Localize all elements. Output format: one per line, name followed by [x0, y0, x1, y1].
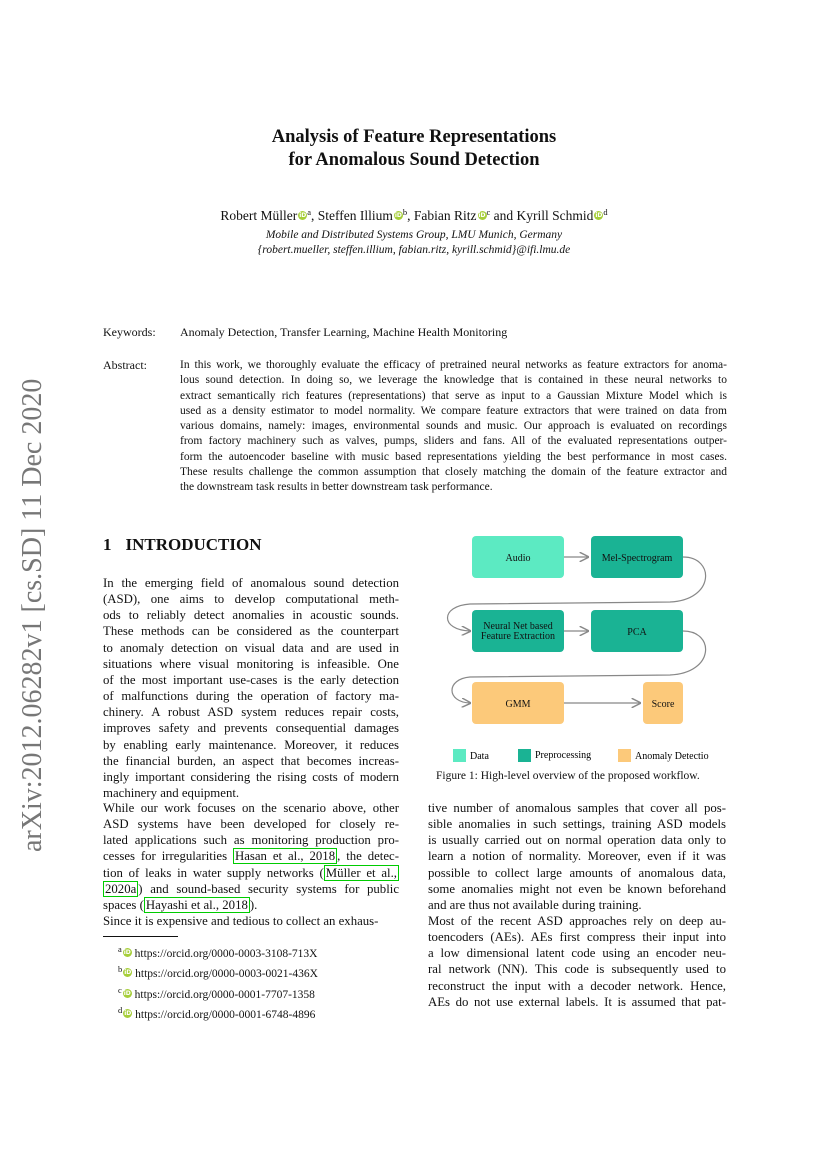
text-line: ASD systems have been developed for closely re-: [103, 817, 399, 832]
text-line: learn a notion of normality. Moreover, even if it was: [428, 849, 726, 864]
node-label: GMM: [505, 699, 531, 710]
text-line: lated applications such as monitoring production pro-: [103, 833, 399, 848]
title-line-2: for Anomalous Sound Detection: [288, 150, 540, 170]
text-line: tion of leaks in water supply networks ( Müller et al.,: [103, 865, 397, 880]
text-line: improves safety and prevents consequential damages: [103, 721, 399, 736]
text-line: of malfunctions during the operation of factory ma-: [103, 689, 399, 704]
citation-link[interactable]: 2020a: [105, 881, 137, 896]
author-name: Kyrill Schmid: [516, 208, 594, 223]
text-line: the financial burden, an aspect that becomes increas-: [103, 753, 399, 768]
text-line: 2020a ) and sound-based security systems for public: [105, 881, 399, 896]
text-line: spaces ( Hayashi et al., 2018 ).: [103, 897, 258, 912]
text-line: some anomalies might not even be known beforehand: [428, 881, 726, 896]
abstract-line: In this work, we thoroughly evaluate the efficacy of pretrained neural networks as feature extractors for anoma-: [180, 359, 727, 371]
citation-link[interactable]: Müller et al.,: [325, 865, 397, 880]
author-name: Fabian Ritz: [413, 208, 477, 223]
orcid-link[interactable]: https://orcid.org/0000-0003-0021-436X: [135, 968, 318, 981]
text-line: a low dimensional latent code using an encoder neu-: [428, 946, 726, 961]
legend-swatch-preprocessing: [518, 749, 531, 762]
node-label: Neural Net based: [483, 621, 553, 632]
legend-label-anomaly: Anomaly Detectio: [635, 751, 709, 762]
footnote: $^b$ iD https://orcid.org/0000-0003-0021-436X: [118, 964, 318, 981]
abstract-line: the downstream task results in better downstream task performance.: [180, 481, 493, 494]
right-paragraph-1: [428, 800, 726, 913]
node-label: Score: [651, 699, 675, 710]
orcid-icon[interactable]: iD: [595, 212, 603, 219]
text-line: tive number of anomalous samples that cover all pos-: [428, 801, 726, 815]
orcid-icon[interactable]: iD: [299, 212, 307, 219]
orcid-icon: iD: [124, 1009, 132, 1017]
paper-title: [0, 126, 828, 172]
footnote: $^a$ iD https://orcid.org/0000-0003-3108-713X: [118, 944, 318, 960]
text-line: reconstruct the input with a decoder network. Hence,: [428, 978, 726, 993]
node-label: PCA: [627, 627, 647, 638]
footnote-rule: [103, 936, 178, 937]
footnote: $^c$ iD https://orcid.org/0000-0001-7707-1358: [118, 984, 315, 1001]
text-line: Since it is expensive and tedious to collect an exhaus-: [103, 914, 379, 929]
text-line: ral network (NN). This code is subsequently used to: [428, 962, 726, 977]
text-line: While our work focuses on the scenario above, other: [103, 801, 399, 815]
orcid-icon: iD: [123, 949, 131, 956]
orcid-icon[interactable]: iD: [478, 212, 486, 219]
text-line: chinery. A robust ASD system reduces repair costs,: [103, 705, 399, 720]
node-label: Audio: [505, 553, 531, 564]
section-title: INTRODUCTION: [125, 535, 262, 554]
author-mark: a: [307, 207, 311, 217]
legend-label-data: Data: [470, 751, 489, 762]
text-line: These methods can be considered as the counterpart: [103, 624, 399, 639]
author-mark: d: [603, 207, 608, 217]
keywords: Anomaly Detection, Transfer Learning, Machine Health Monitoring: [180, 325, 508, 339]
text-line: AEs do not use external labels. It is assumed that pat-: [428, 994, 726, 1009]
author-name: Steffen Illium: [317, 208, 393, 223]
text-line: ingly important considering the rising costs of modern: [103, 769, 399, 784]
text-line: and are thus not available during training.: [428, 897, 642, 912]
text-line: ods to reliably detect anomalies in acoustic sounds.: [103, 608, 399, 623]
orcid-link[interactable]: https://orcid.org/0000-0001-6748-4896: [135, 1008, 316, 1021]
text-line: In the emerging field of anomalous sound detection: [103, 576, 399, 590]
footnotes: [118, 942, 318, 1023]
text-line: sible anomalies in such settings, training ASD models: [428, 817, 726, 832]
orcid-icon: iD: [123, 989, 131, 997]
right-paragraph-2: [428, 913, 726, 1010]
section-number: 1: [103, 535, 112, 554]
node-label: Feature Extraction: [480, 631, 556, 642]
legend-swatch-data: [453, 749, 466, 762]
text-line: Most of the recent ASD approaches rely on deep au-: [428, 914, 726, 928]
intro-paragraph-1: [103, 575, 399, 801]
abstract-line: various domains, namely: images, environmental sounds and music. Our approach is evaluated on recordings: [180, 420, 727, 433]
citation-link[interactable]: Hasan et al., 2018: [234, 849, 336, 864]
node-label: Mel-Spectrogram: [601, 553, 673, 564]
legend-swatch-anomaly: [618, 749, 631, 762]
affiliation: Mobile and Distributed Systems Group, LMU Munich, Germany: [265, 229, 563, 241]
author-mark: c: [486, 207, 491, 217]
abstract-line: form the autoencoder baseline with music based representations yielding the best performance in most cases.: [180, 450, 727, 463]
text-line: by enabling early maintenance. Moreover, it reduces: [103, 737, 399, 752]
orcid-link[interactable]: https://orcid.org/0000-0001-7707-1358: [134, 988, 315, 1001]
citation-link[interactable]: Hayashi et al., 2018: [145, 897, 248, 912]
orcid-icon: iD: [124, 969, 132, 977]
workflow-diagram: [430, 530, 730, 770]
abstract-line: extract semantically rich features (representations) that serve as input to a Gaussian Mixture Model which is: [180, 389, 727, 402]
text-line: (ASD), one aims to develop computational meth-: [103, 592, 399, 607]
text-line: possible to collect large amounts of anomalous data,: [428, 865, 726, 880]
author-list: Robert Müller $iD^a$, Steffen Illium $iD^b$, Fabian Ritz $iD^c$ and Kyrill Schmid $iD^d$: [220, 207, 608, 223]
intro-paragraph-2: [103, 800, 399, 929]
orcid-link[interactable]: https://orcid.org/0000-0003-3108-713X: [134, 948, 318, 960]
abstract-line: from factory machinery such as valves, pumps, sliders and fans. All of the evaluated representations outper-: [180, 435, 727, 448]
legend-label-preprocessing: Preprocessing: [535, 750, 592, 761]
abstract-line: lous sound detection. In doing so, we leverage the knowledge that is contained in these neural networks to: [180, 374, 727, 387]
text-line: machinery and equipment.: [103, 786, 240, 801]
text-line: toencoders (AEs). AEs first compress their input into: [428, 930, 726, 945]
text-line: of the most important use-cases is the early detection: [103, 672, 399, 687]
keywords-label: Keywords:: [103, 325, 156, 339]
footnote: $^d$ iD https://orcid.org/0000-0001-6748-4896: [118, 1004, 316, 1021]
text-line: cesses for irregularities Hasan et al., 2018 , the detec-: [103, 849, 399, 864]
section-heading: [103, 535, 262, 555]
author-name: Robert Müller: [220, 208, 298, 223]
abstract-line: These results challenge the common assumption that closely matching the domain of the feature extractor and: [180, 466, 727, 479]
abstract-line: used as a density estimator to model normality. We compare feature extractors that were trained on data from: [180, 404, 727, 417]
arxiv-stamp: arXiv:2012.06282v1 [cs.SD] 11 Dec 2020: [17, 378, 48, 852]
figure-caption: Figure 1: High-level overview of the proposed workflow.: [436, 770, 700, 782]
abstract-body: [180, 358, 727, 496]
text-line: is usually carried out on normal operation data only to: [428, 833, 726, 848]
author-mark: b: [402, 207, 408, 217]
emails: {robert.mueller, steffen.illium, fabian.ritz, kyrill.schmid}@ifi.lmu.de: [257, 244, 571, 256]
title-line-1: Analysis of Feature Representations: [271, 127, 557, 147]
text-line: to anomaly detection on visual data and are used in: [103, 640, 399, 655]
text-line: situations where visual monitoring is infeasible. One: [103, 656, 399, 671]
orcid-icon[interactable]: iD: [394, 212, 402, 219]
abstract-label: Abstract:: [103, 358, 147, 372]
